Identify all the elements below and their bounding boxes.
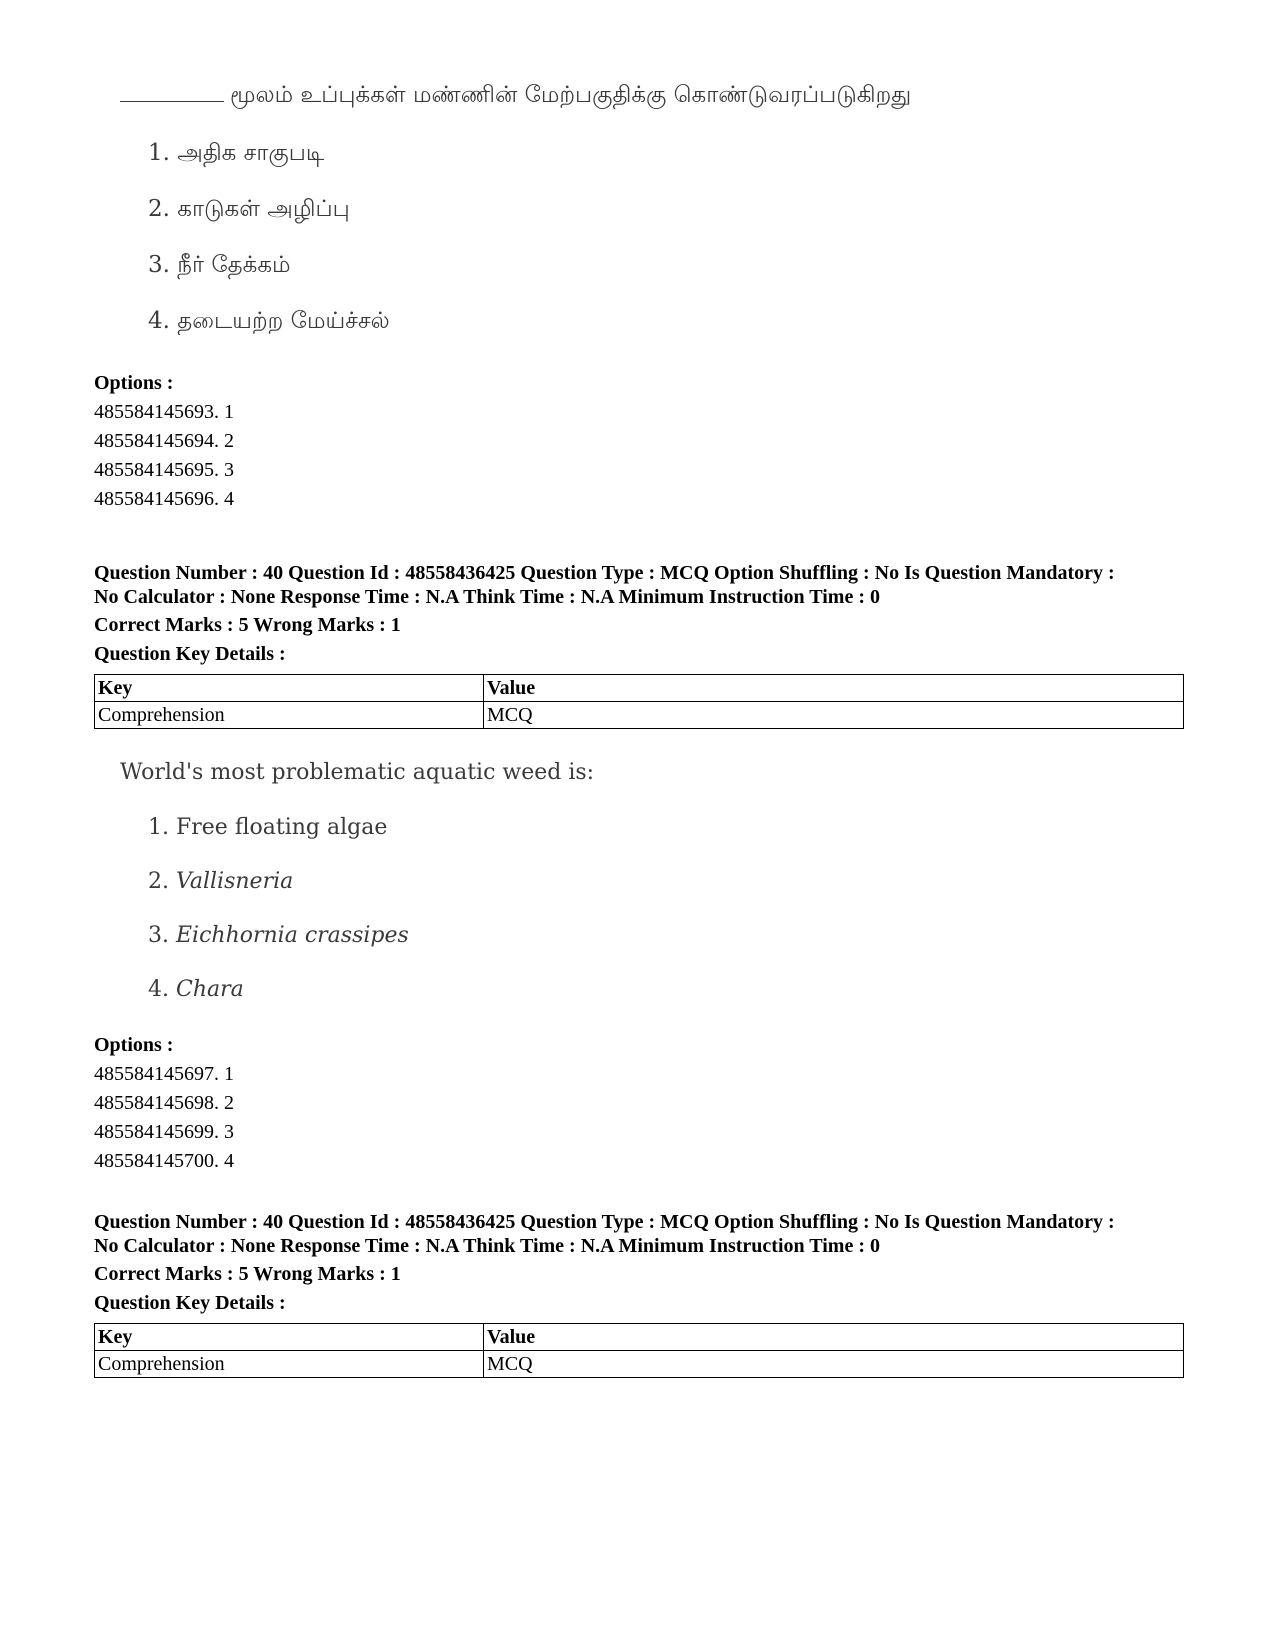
option-id-line: 485584145693. 1: [94, 401, 234, 423]
question-image-tamil: [120, 82, 1120, 362]
table-header-key: Key: [95, 675, 484, 702]
key-details-table: [94, 1323, 1184, 1378]
table-row: [95, 702, 1184, 729]
table-row: [95, 1351, 1184, 1378]
question-option: 2. Vallisneria: [148, 869, 294, 894]
key-details-label: Question Key Details :: [94, 643, 286, 665]
option-id-line: 485584145697. 1: [94, 1063, 234, 1085]
question-image-english: [120, 760, 920, 1000]
question-option: 1. Free floating algae: [148, 815, 388, 840]
question-option: 3. Eichhornia crassipes: [148, 923, 409, 948]
question-metadata-line2: No Calculator : None Response Time : N.A Think Time : N.A Minimum Instruction Time : 0: [94, 1235, 880, 1257]
marks-info: Correct Marks : 5 Wrong Marks : 1: [94, 614, 401, 636]
table-header-row: [95, 675, 1184, 702]
question-option: 4. தடையற்ற மேய்ச்சல்: [148, 308, 390, 334]
question-option: 2. காடுகள் அழிப்பு: [148, 196, 350, 222]
option-id-line: 485584145698. 2: [94, 1092, 234, 1114]
table-header-value: Value: [484, 675, 1184, 702]
table-header-key: Key: [95, 1324, 484, 1351]
table-cell-value: MCQ: [484, 702, 1184, 729]
table-header-value: Value: [484, 1324, 1184, 1351]
question-metadata: [94, 561, 1194, 609]
question-metadata-line1: Question Number : 40 Question Id : 48558436425 Question Type : MCQ Option Shuffling : No Is Question Mandatory :: [94, 562, 1115, 584]
table-cell-key: Comprehension: [95, 702, 484, 729]
option-id-line: 485584145694. 2: [94, 430, 234, 452]
options-label: Options :: [94, 1034, 174, 1056]
question-option: 3. நீர் தேக்கம்: [148, 252, 291, 278]
option-id-line: 485584145700. 4: [94, 1150, 234, 1172]
table-header-row: [95, 1324, 1184, 1351]
option-id-line: 485584145699. 3: [94, 1121, 234, 1143]
option-id-line: 485584145696. 4: [94, 488, 234, 510]
option-id-line: 485584145695. 3: [94, 459, 234, 481]
table-cell-value: MCQ: [484, 1351, 1184, 1378]
question-stem-text: மூலம் உப்புக்கள் மண்ணின் மேற்பகுதிக்கு கொண்டுவரப்படுகிறது: [230, 82, 912, 108]
fill-in-blank: [120, 101, 224, 102]
question-option: 4. Chara: [148, 977, 244, 1002]
marks-info: Correct Marks : 5 Wrong Marks : 1: [94, 1263, 401, 1285]
table-cell-key: Comprehension: [95, 1351, 484, 1378]
key-details-label: Question Key Details :: [94, 1292, 286, 1314]
question-metadata: [94, 1210, 1194, 1258]
key-details-table: [94, 674, 1184, 729]
question-metadata-line1: Question Number : 40 Question Id : 48558436425 Question Type : MCQ Option Shuffling : No Is Question Mandatory :: [94, 1211, 1115, 1233]
question-metadata-line2: No Calculator : None Response Time : N.A Think Time : N.A Minimum Instruction Time : 0: [94, 586, 880, 608]
options-label: Options :: [94, 372, 174, 394]
question-option: 1. அதிக சாகுபடி: [148, 140, 325, 166]
question-stem: [120, 82, 911, 111]
question-stem-text: World's most problematic aquatic weed is:: [120, 760, 595, 785]
